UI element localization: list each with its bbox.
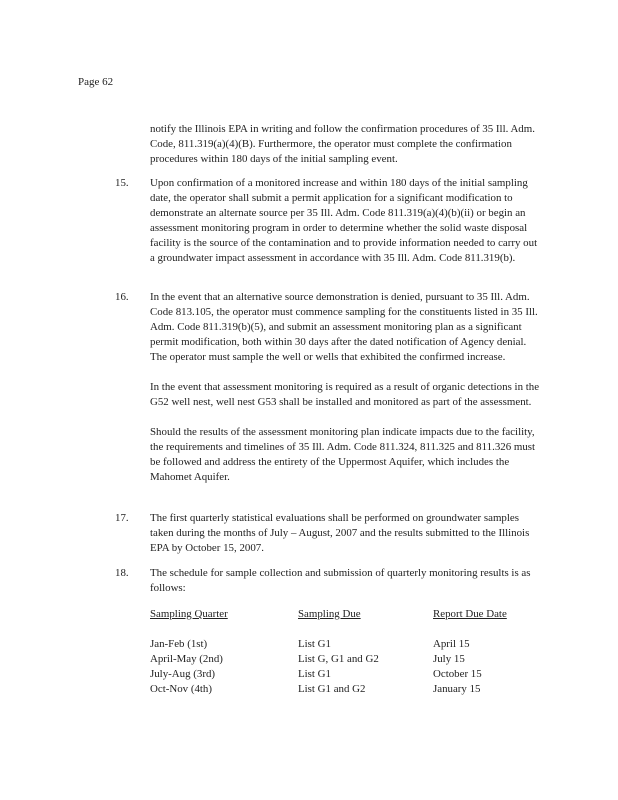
continuation-paragraph: notify the Illinois EPA in writing and follow the confirmation procedures of 35 Ill. Adm. Code, 811.319(a)(4)(B). Furthermore, the operator must complete the confirmation procedures within 180 days of the initial sampling event. bbox=[150, 123, 535, 165]
column-header-report-due-date: Report Due Date bbox=[433, 608, 507, 620]
item-number: 16. bbox=[115, 291, 129, 303]
column-header-sampling-quarter: Sampling Quarter bbox=[150, 608, 228, 620]
item-paragraph: Upon confirmation of a monitored increase and within 180 days of the initial sampling date, the operator shall submit a permit application for a significant modification to demonstrate an alternate source per 35 Ill. Adm. Code 811.319(a)(4)(b)(ii) or begin an assessment monitoring program in order to determine whether the solid waste disposal facility is the source of the contamination and to provide information needed to carry out a groundwater impact assessment in accordance with 35 Ill. Adm. Code 811.319(b). bbox=[150, 177, 538, 264]
page-number: Page 62 bbox=[78, 76, 114, 88]
table-header-row bbox=[150, 607, 540, 622]
cell-report-due-date: October 15 bbox=[433, 668, 482, 680]
item-number: 15. bbox=[115, 177, 129, 189]
table-row bbox=[150, 652, 540, 667]
cell-sampling-quarter: July-Aug (3rd) bbox=[150, 668, 216, 680]
item-paragraph: The first quarterly statistical evaluations shall be performed on groundwater samples taken during the months of July – August, 2007 and the results submitted to the Illinois EPA by October 15, 2007. bbox=[150, 512, 530, 554]
item-paragraph: Should the results of the assessment monitoring plan indicate impacts due to the facility, the requirements and timelines of 35 Ill. Adm. Code 811.324, 811.325 and 811.326 must be followed and address the entirety of the Uppermost Aquifer, which includes the Mahomet Aquifer. bbox=[150, 426, 536, 483]
item-number: 18. bbox=[115, 567, 129, 579]
item-number: 17. bbox=[115, 512, 129, 524]
cell-sampling-quarter: April-May (2nd) bbox=[150, 653, 223, 665]
cell-sampling-quarter: Oct-Nov (4th) bbox=[150, 683, 212, 695]
table-row bbox=[150, 667, 540, 682]
cell-sampling-quarter: Jan-Feb (1st) bbox=[150, 638, 208, 650]
cell-report-due-date: January 15 bbox=[433, 683, 481, 695]
cell-sampling-due: List G1 and G2 bbox=[298, 683, 366, 695]
sampling-schedule-table bbox=[150, 607, 540, 697]
item-paragraph: The schedule for sample collection and submission of quarterly monitoring results is as follows: bbox=[150, 567, 531, 594]
item-paragraph: In the event that an alternative source demonstration is denied, pursuant to 35 Ill. Adm. Code 813.105, the operator must commence sampling for the constituents listed in 35 Ill. Adm. Code 811.319(b)(5), and submit an assessment monitoring plan as a significant permit modification, both within 30 days after the dated notification of Agency denial. The operator must sample the well or wells that exhibited the confirmed increase. bbox=[150, 291, 538, 363]
cell-report-due-date: April 15 bbox=[433, 638, 470, 650]
column-header-sampling-due: Sampling Due bbox=[298, 608, 361, 620]
cell-report-due-date: July 15 bbox=[433, 653, 465, 665]
item-body bbox=[150, 566, 540, 596]
cell-sampling-due: List G1 bbox=[298, 638, 331, 650]
cell-sampling-due: List G1 bbox=[298, 668, 331, 680]
cell-sampling-due: List G, G1 and G2 bbox=[298, 653, 379, 665]
item-paragraph: In the event that assessment monitoring is required as a result of organic detections in the G52 well nest, well nest G53 shall be installed and monitored as part of the assessment. bbox=[150, 381, 540, 408]
table-row bbox=[150, 682, 540, 697]
item-body bbox=[150, 511, 540, 556]
item-body bbox=[150, 176, 540, 266]
table-row bbox=[150, 637, 540, 652]
item-body bbox=[150, 290, 540, 485]
